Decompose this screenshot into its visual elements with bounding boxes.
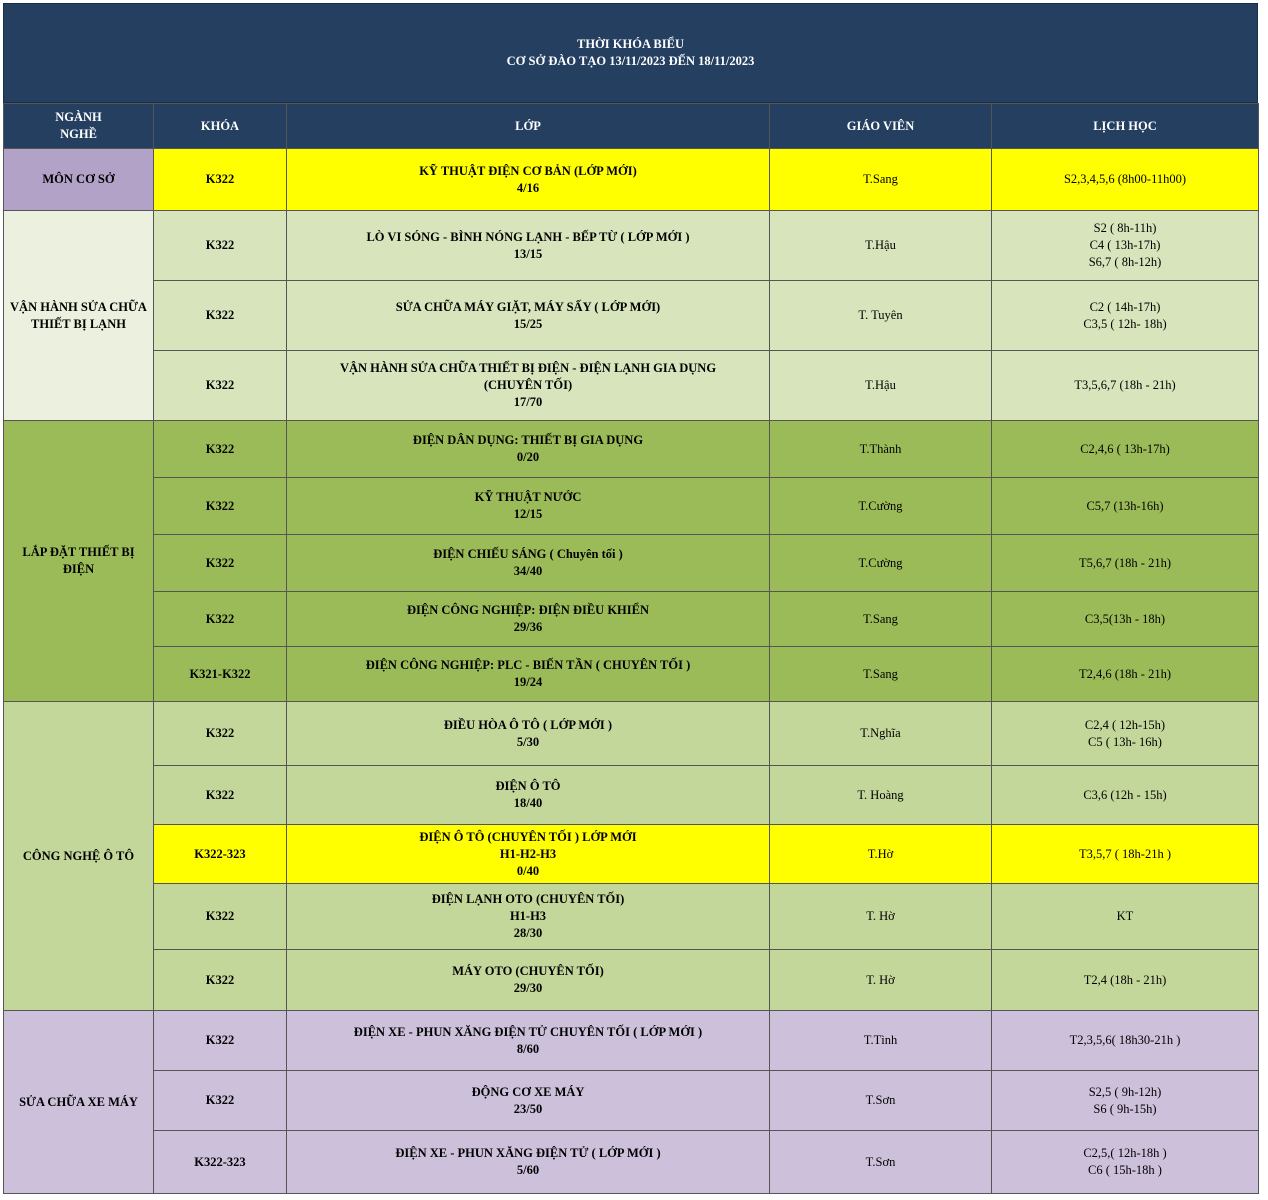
table-row <box>4 281 1259 351</box>
schedule-body <box>4 149 1259 1194</box>
header-giao-vien: GIÁO VIÊN <box>770 104 992 149</box>
lop-line: 34/40 <box>513 564 543 578</box>
lich-hoc-cell <box>992 478 1259 535</box>
lich-hoc-cell <box>992 535 1259 592</box>
table-row <box>4 950 1259 1011</box>
lich-hoc-line: C2 ( 14h-17h) <box>1089 299 1161 314</box>
lich-hoc-line: T3,5,6,7 (18h - 21h) <box>1074 378 1176 392</box>
giao-vien-cell: T.Sang <box>770 149 992 211</box>
lop-cell <box>287 351 770 421</box>
lop-line: LÒ VI SÓNG - BÌNH NÓNG LẠNH - BẾP TỪ ( LỚP MỚI ) <box>366 229 690 244</box>
table-row <box>4 149 1259 211</box>
lop-line: 18/40 <box>513 796 543 810</box>
lop-line: 0/20 <box>516 450 540 464</box>
lich-hoc-cell <box>992 950 1259 1011</box>
khoa-cell: K322 <box>154 702 287 766</box>
lich-hoc-cell <box>992 647 1259 702</box>
lich-hoc-cell <box>992 766 1259 825</box>
table-row <box>4 1131 1259 1194</box>
lich-hoc-cell <box>992 884 1259 950</box>
lich-hoc-line: C2,5,( 12h-18h ) <box>1083 1146 1167 1160</box>
lop-line: ĐIỆN CÔNG NGHIỆP: ĐIỆN ĐIỀU KHIỂN <box>406 603 650 617</box>
lich-hoc-line: S2 ( 8h-11h) <box>1093 221 1157 235</box>
title-line-1: THỜI KHÓA BIỂU <box>577 37 684 51</box>
lop-cell <box>287 1071 770 1131</box>
khoa-cell: K322 <box>154 766 287 825</box>
lich-hoc-line: T2,3,5,6( 18h30-21h ) <box>1069 1033 1181 1047</box>
lop-cell <box>287 950 770 1011</box>
lich-hoc-line: T2,4,6 (18h - 21h) <box>1079 666 1171 681</box>
lop-cell <box>287 211 770 281</box>
table-row <box>4 884 1259 950</box>
lich-hoc-cell <box>992 211 1259 281</box>
giao-vien-cell: T.Hậu <box>770 211 992 281</box>
table-row <box>4 702 1259 766</box>
lop-line: ĐIỆN LẠNH OTO (CHUYÊN TỐI) <box>431 892 625 906</box>
lich-hoc-line: C5,7 (13h-16h) <box>1086 498 1164 513</box>
table-row <box>4 1011 1259 1071</box>
lop-line: 15/25 <box>513 316 543 331</box>
lop-line: 8/60 <box>516 1041 540 1056</box>
lop-cell <box>287 535 770 592</box>
header-khoa: KHÓA <box>154 104 287 149</box>
giao-vien-cell: T.Hờ <box>770 825 992 884</box>
giao-vien-cell: T.Sơn <box>770 1131 992 1194</box>
lop-line: ĐIỆN DÂN DỤNG: THIẾT BỊ GIA DỤNG <box>412 433 644 447</box>
lich-hoc-line: C2,4 ( 12h-15h) <box>1084 717 1166 732</box>
header-nganh-line-2: NGHỀ <box>60 127 97 141</box>
nganh-nghe-cell: CÔNG NGHỆ Ô TÔ <box>4 702 154 1011</box>
lich-hoc-cell <box>992 702 1259 766</box>
lich-hoc-cell <box>992 592 1259 647</box>
table-row <box>4 825 1259 884</box>
lich-hoc-cell <box>992 351 1259 421</box>
lop-line: ĐIỀU HÒA Ô TÔ ( LỚP MỚI ) <box>443 717 613 732</box>
lop-line: H1-H3 <box>509 909 547 923</box>
lop-line: 28/30 <box>513 926 543 940</box>
lop-cell <box>287 884 770 950</box>
khoa-cell: K322 <box>154 281 287 351</box>
lop-line: ĐỘNG CƠ XE MÁY <box>471 1084 585 1099</box>
lop-cell <box>287 421 770 478</box>
khoa-cell: K321-K322 <box>154 647 287 702</box>
giao-vien-cell: T. Hờ <box>770 950 992 1011</box>
lop-line: KỸ THUẬT NƯỚC <box>474 490 582 504</box>
giao-vien-cell: T. Tuyên <box>770 281 992 351</box>
lich-hoc-line: T2,4 (18h - 21h) <box>1083 972 1167 987</box>
lop-line: KỸ THUẬT ĐIỆN CƠ BẢN (LỚP MỚI) <box>419 163 637 178</box>
lich-hoc-line: S2,3,4,5,6 (8h00-11h00) <box>1063 172 1187 186</box>
lich-hoc-line: C4 ( 13h-17h) <box>1089 238 1161 252</box>
giao-vien-cell: T. Hoàng <box>770 766 992 825</box>
giao-vien-cell: T.Hậu <box>770 351 992 421</box>
lich-hoc-line: S2,5 ( 9h-12h) <box>1088 1084 1162 1099</box>
lich-hoc-line: C6 ( 15h-18h ) <box>1088 1163 1162 1177</box>
lop-cell <box>287 1011 770 1071</box>
table-row <box>4 647 1259 702</box>
lop-line: ĐIỆN XE - PHUN XĂNG ĐIỆN TỬ ( LỚP MỚI ) <box>395 1146 661 1160</box>
lop-cell <box>287 149 770 211</box>
lich-hoc-cell <box>992 1131 1259 1194</box>
table-row <box>4 351 1259 421</box>
lop-line: ĐIỆN Ô TÔ <box>495 779 561 793</box>
khoa-cell: K322 <box>154 421 287 478</box>
table-row <box>4 592 1259 647</box>
giao-vien-cell: T.Sơn <box>770 1071 992 1131</box>
khoa-cell: K322 <box>154 950 287 1011</box>
timetable-sheet <box>3 3 1258 1193</box>
lop-line: 29/30 <box>513 981 543 995</box>
lop-line: 23/50 <box>513 1101 543 1116</box>
header-nganh-nghe <box>4 104 154 149</box>
lop-line: VẬN HÀNH SỬA CHỮA THIẾT BỊ ĐIỆN - ĐIỆN LẠNH GIA DỤNG <box>339 361 717 375</box>
lich-hoc-cell <box>992 825 1259 884</box>
lop-line: 5/60 <box>516 1163 540 1177</box>
lich-hoc-line: C3,5 ( 12h- 18h) <box>1083 316 1167 331</box>
giao-vien-cell: T.Nghĩa <box>770 702 992 766</box>
lop-cell <box>287 766 770 825</box>
lich-hoc-cell <box>992 149 1259 211</box>
lop-line: H1-H2-H3 <box>499 846 557 861</box>
title-line-2: CƠ SỞ ĐÀO TẠO 13/11/2023 ĐẾN 18/11/2023 <box>506 54 755 68</box>
nganh-nghe-cell: SỬA CHỮA XE MÁY <box>4 1011 154 1194</box>
schedule-table <box>3 103 1259 1194</box>
khoa-cell: K322 <box>154 592 287 647</box>
lop-line: 0/40 <box>516 863 540 878</box>
lop-line: ĐIỆN XE - PHUN XĂNG ĐIỆN TỬ CHUYÊN TỐI ( LỚP MỚI ) <box>353 1024 703 1039</box>
nganh-nghe-cell: MÔN CƠ SỞ <box>4 149 154 211</box>
giao-vien-cell: T.Thành <box>770 421 992 478</box>
khoa-cell: K322 <box>154 351 287 421</box>
header-row <box>4 104 1259 149</box>
header-nganh-line-1: NGÀNH <box>55 110 102 124</box>
giao-vien-cell: T.Sang <box>770 647 992 702</box>
lop-line: 4/16 <box>516 180 540 195</box>
table-row <box>4 1071 1259 1131</box>
khoa-cell: K322 <box>154 149 287 211</box>
title-bar <box>3 3 1258 103</box>
lich-hoc-line: S6,7 ( 8h-12h) <box>1088 255 1162 269</box>
lich-hoc-line: T5,6,7 (18h - 21h) <box>1079 555 1171 570</box>
khoa-cell: K322 <box>154 1011 287 1071</box>
nganh-nghe-cell: LẮP ĐẶT THIẾT BỊ ĐIỆN <box>4 421 154 702</box>
lop-line: 29/36 <box>513 620 543 634</box>
giao-vien-cell: T.Cường <box>770 535 992 592</box>
lop-line: 13/15 <box>513 246 543 261</box>
lich-hoc-line: C3,6 (12h - 15h) <box>1083 787 1167 802</box>
lop-line: 5/30 <box>516 734 540 749</box>
lop-cell <box>287 1131 770 1194</box>
khoa-cell: K322 <box>154 478 287 535</box>
lich-hoc-cell <box>992 1071 1259 1131</box>
lop-line: MÁY OTO (CHUYÊN TỐI) <box>452 964 604 978</box>
lop-line: (CHUYÊN TỐI) <box>483 378 573 392</box>
khoa-cell: K322 <box>154 884 287 950</box>
lich-hoc-line: T3,5,7 ( 18h-21h ) <box>1079 846 1171 861</box>
nganh-nghe-cell: VẬN HÀNH SỬA CHỮA THIẾT BỊ LẠNH <box>4 211 154 421</box>
lich-hoc-line: C2,4,6 ( 13h-17h) <box>1080 441 1170 456</box>
table-row <box>4 478 1259 535</box>
lich-hoc-line: KT <box>1116 909 1134 923</box>
khoa-cell: K322 <box>154 1071 287 1131</box>
table-row <box>4 766 1259 825</box>
lich-hoc-cell <box>992 421 1259 478</box>
lop-cell <box>287 478 770 535</box>
table-row <box>4 211 1259 281</box>
header-lop: LỚP <box>287 104 770 149</box>
lop-cell <box>287 647 770 702</box>
table-row <box>4 421 1259 478</box>
lich-hoc-line: C3,5(13h - 18h) <box>1084 611 1166 626</box>
giao-vien-cell: T.Sang <box>770 592 992 647</box>
lop-line: ĐIỆN CÔNG NGHIỆP: PLC - BIẾN TẦN ( CHUYÊN TỐI ) <box>365 658 691 672</box>
lich-hoc-cell <box>992 1011 1259 1071</box>
lich-hoc-line: C5 ( 13h- 16h) <box>1088 734 1162 749</box>
lop-line: ĐIỆN Ô TÔ (CHUYÊN TỐI ) LỚP MỚI <box>419 829 637 844</box>
giao-vien-cell: T. Hờ <box>770 884 992 950</box>
lop-line: SỬA CHỮA MÁY GIẶT, MÁY SẤY ( LỚP MỚI) <box>395 299 661 314</box>
header-lich-hoc: LỊCH HỌC <box>992 104 1259 149</box>
lop-cell <box>287 825 770 884</box>
khoa-cell: K322 <box>154 211 287 281</box>
khoa-cell: K322-323 <box>154 1131 287 1194</box>
giao-vien-cell: T.Cường <box>770 478 992 535</box>
lop-cell <box>287 702 770 766</box>
lop-line: 12/15 <box>513 507 543 521</box>
lop-line: 19/24 <box>513 675 543 689</box>
lop-cell <box>287 592 770 647</box>
table-row <box>4 535 1259 592</box>
lop-line: ĐIỆN CHIẾU SÁNG ( Chuyên tối ) <box>433 547 623 561</box>
lop-cell <box>287 281 770 351</box>
khoa-cell: K322 <box>154 535 287 592</box>
lich-hoc-line: S6 ( 9h-15h) <box>1093 1101 1157 1116</box>
giao-vien-cell: T.Tình <box>770 1011 992 1071</box>
khoa-cell: K322-323 <box>154 825 287 884</box>
lich-hoc-cell <box>992 281 1259 351</box>
lop-line: 17/70 <box>513 395 543 409</box>
